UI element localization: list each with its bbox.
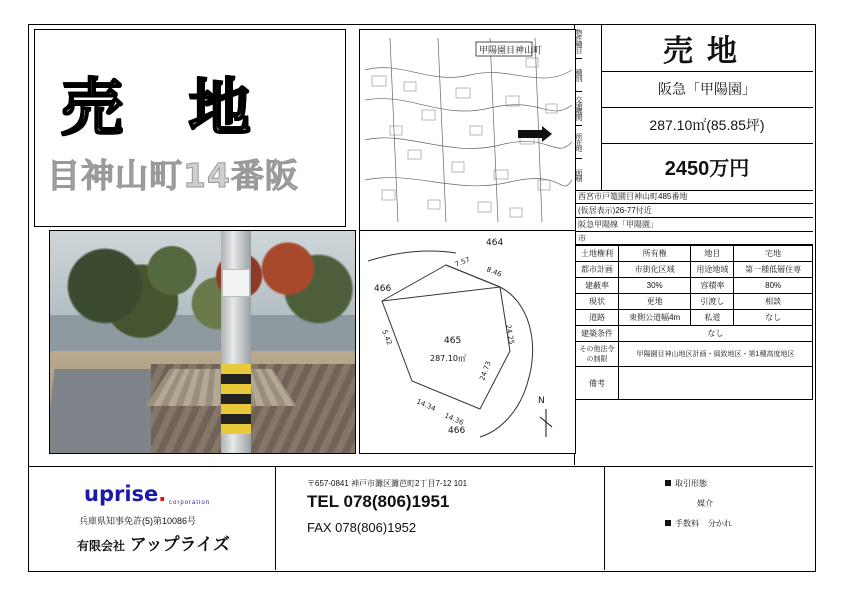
detail-text: 市 [578,234,586,243]
table-row [576,367,813,400]
vlabel-2: 交通機関 [575,92,582,126]
detail-row-0 [575,190,813,204]
cell-label2: 用途地域 [691,262,734,278]
cell-label2: 引渡し [691,294,734,310]
vertical-label-strip [575,25,602,190]
photo-trees [50,240,355,342]
svg-text:465: 465 [444,336,462,346]
svg-text:466: 466 [448,426,466,436]
cell-value2: 宅地 [734,246,813,262]
detail-row-1 [575,204,813,218]
title-panel [34,29,346,227]
photo-road [49,369,164,453]
table-row [576,262,813,278]
headline: 売 地 [61,71,273,144]
spec-table [575,245,813,400]
table-row [576,246,813,262]
price-row: 2450万円 [664,157,750,180]
vlabel-0: 物件種目 [575,25,582,59]
telephone: TEL 078(806)1951 [307,492,450,511]
location-map-svg [360,30,575,230]
cell-value: 所有権 [619,246,691,262]
svg-text:14.34: 14.34 [415,397,437,413]
cell-label: 現状 [576,294,619,310]
vlabel-3: 所在地 [575,126,582,160]
detail-row-3 [575,232,813,245]
detail-row-2 [575,218,813,232]
cell-value: 市街化区域 [619,262,691,278]
company-prefix: 有限会社 [77,539,126,553]
svg-text:287.10㎡: 287.10㎡ [430,354,466,363]
logo-text: uprise [84,482,159,506]
spec-panel [575,25,813,465]
spec-details [575,190,813,400]
detail-text: 西宮市戸篭園目神山町485番地 [578,192,688,201]
cell-value: 東側公道幅4m [619,310,691,326]
fee-row [665,518,732,529]
address-watermark: 目神山町14番阪 [47,156,299,195]
photo-pole-sign [222,269,250,297]
parcel-map-svg [360,231,575,453]
svg-text:甲陽園目神山町: 甲陽園目神山町 [479,46,543,56]
table-row [576,310,813,326]
footer-top-rule [29,466,813,467]
cell-label: 都市計画 [576,262,619,278]
vlabel-1: 種別 [575,59,582,93]
svg-text:24.25: 24.25 [504,323,516,346]
property-photo [49,230,356,454]
company-logo [84,482,166,506]
cell-value2: なし [734,310,813,326]
logo-dot: . [158,482,167,506]
company-name [77,530,230,555]
deal-type-label [665,478,707,489]
cell-value: なし [619,326,813,342]
cell-label: 道路 [576,310,619,326]
cell-value2: 80% [734,278,813,294]
table-row [576,326,813,342]
bullet-square-icon [665,480,671,486]
footer-divider-1 [275,466,276,570]
footer-section [29,466,813,570]
table-row [576,278,813,294]
detail-text: (仮居表示)26-77付近 [578,206,652,215]
svg-text:N: N [538,396,545,406]
svg-text:7.57: 7.57 [453,255,472,269]
area-row: 287.10㎡(85.85坪) [601,107,813,144]
cell-label: 建蔽率 [576,278,619,294]
license-number: 兵庫県知事免許(5)第10086号 [79,516,197,526]
svg-text:24.73: 24.73 [478,360,493,382]
cell-label: 土地権利 [576,246,619,262]
cell-label2: 私道 [691,310,734,326]
table-row [576,294,813,310]
spec-title: 売地 [601,25,813,72]
spec-header [575,25,813,191]
logo-subtitle: corporation [169,500,211,506]
cell-value [619,367,813,400]
cell-value2: 相談 [734,294,813,310]
fax-number: FAX 078(806)1952 [307,520,417,535]
cell-label2: 容積率 [691,278,734,294]
location-map [359,29,576,231]
svg-text:14.36: 14.36 [443,411,465,427]
cell-value2: 第一種低層住専 [734,262,813,278]
detail-text: 阪急甲陽線「甲陽園」 [578,220,658,229]
table-row [576,342,813,367]
fee-value-text: 分かれ [707,519,732,528]
company-main: アップライズ [129,535,230,554]
cell-value: 更地 [619,294,691,310]
left-section [29,25,575,465]
svg-text:5.42: 5.42 [380,328,394,347]
cell-value: 30% [619,278,691,294]
cell-label2: 地目 [691,246,734,262]
deal-type-value: 媒介 [697,499,713,508]
photo-pole-stripe [221,364,251,434]
footer-divider-2 [604,466,605,570]
fee-label-text: 手数料 [675,519,699,528]
company-address: 〒657-0841 神戸市灘区灘芭町2丁目7-12 101 [307,479,468,488]
vlabel-4: 面積 [575,169,582,182]
cell-value: 甲陽園目神山地区計画・風致地区・第1種高度地区 [619,342,813,367]
svg-text:466: 466 [374,284,392,294]
cell-label: 建築条件 [576,326,619,342]
station-row: 阪急「甲陽園」 [601,71,813,108]
bullet-square-icon [665,520,671,526]
deal-label-text: 取引形態 [675,479,707,488]
cell-label: その他法令の制限 [576,342,619,367]
parcel-map [359,230,576,454]
svg-text:8.46: 8.46 [485,265,503,279]
svg-text:464: 464 [486,238,504,248]
cell-label: 備考 [576,367,619,400]
